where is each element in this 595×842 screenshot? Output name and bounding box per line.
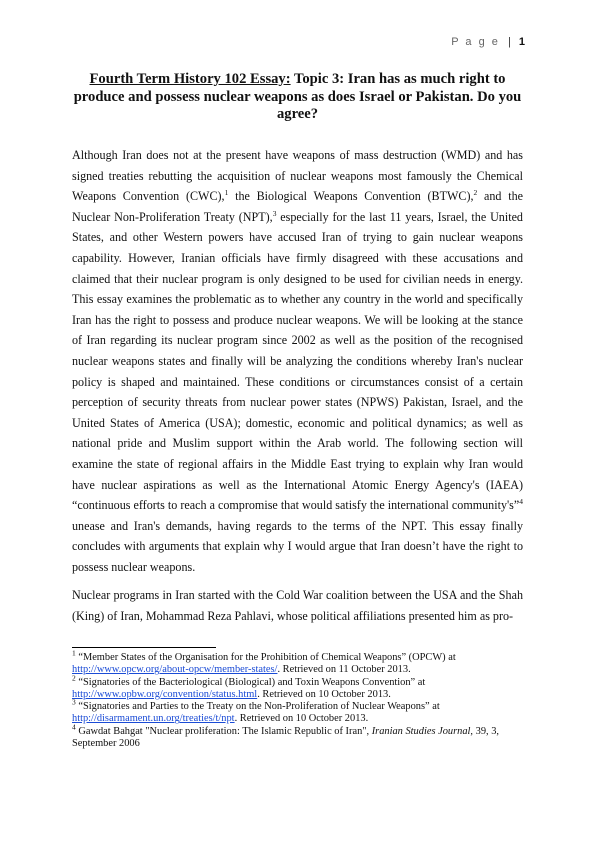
footnote-ref-4[interactable]: 4 bbox=[519, 497, 523, 507]
footnote-ref-3[interactable]: 3 bbox=[272, 208, 277, 218]
paragraph-text: Although Iran does not at the present have weapons of mass destruction (WMD) and has signed treaties rebutting the acquisition of nuclear weapons most famously the Chemical Weapons Convention (CWC), bbox=[72, 148, 523, 204]
footnote-text: “Signatories and Parties to the Treaty on the Non-Proliferation of Nuclear Weapons” at bbox=[75, 701, 440, 713]
footnote-text: . Retrieved on 11 October 2013. bbox=[277, 664, 411, 676]
footnote-text: , 39, 3, September 2006 bbox=[72, 725, 499, 750]
page-number: 1 bbox=[518, 36, 525, 48]
footnote-number: 4 bbox=[72, 722, 76, 732]
footnote-ref-2[interactable]: 2 bbox=[473, 188, 478, 198]
history-paragraph: Nuclear programs in Iran started with the Cold War coalition between the USA and the Shah (King) of Iran, Mohammad Reza Pahlavi, whose political affiliations presented him as pro- bbox=[72, 588, 523, 623]
footnote-3 bbox=[72, 697, 523, 726]
essay-title-course: Fourth Term History 102 Essay: bbox=[89, 71, 291, 87]
introduction-paragraph bbox=[72, 145, 523, 577]
journal-title: Iranian Studies Journal bbox=[371, 725, 471, 737]
footnote-text: “Member States of the Organisation for the Prohibition of Chemical Weapons” (OPCW) at bbox=[75, 652, 456, 663]
footnote-text: Gawdat Bahgat "Nuclear proliferation: The Islamic Republic of Iran", bbox=[75, 725, 372, 737]
paragraph-text: the Biological Weapons Convention (BTWC), bbox=[228, 189, 474, 204]
footnote-ref-1[interactable]: 1 bbox=[224, 188, 229, 198]
page-separator: | bbox=[507, 36, 511, 48]
paragraph-text: especially for the last 11 years, Israel, the United States, and other Western powers have accused Iran of trying to gain nuclear weapons capability. However, Iranian officials have firmly disagreed with these accusations and claimed that their nuclear program is only designed to be used for civilian needs in energy. This essay examines the problematic as to whether any country in the world and specifically Iran has the right to possess and produce nuclear weapons. We will be looking at the stance of Iran regarding its nuclear program since 2002 as well as the position of the recognised nuclear weapons states and finally will be analyzing the conditions whereby Iran's nuclear policy is shaped and maintained. These conditions or circumstances consist of a certain perception of security threats from nuclear power states (NPWS) Pakistan, Israel, and the United States of America (USA); domestic, economic and political dynamics; as well as national pride and Muslim support within the Arab world. The following section will examine the state of regional affairs in the Middle East trying to explain why Iran would have nuclear aspirations as well as the International Atomic Energy Agency's (IAEA) “continuous efforts to reach a compromise that would satisfy the international community's” bbox=[72, 209, 523, 513]
page-label: P a g e bbox=[451, 36, 500, 48]
essay-title bbox=[72, 71, 523, 124]
footnote-link[interactable]: http://www.opcw.org/about-opcw/member-states/ bbox=[72, 664, 278, 676]
footnote-number: 1 bbox=[72, 648, 76, 658]
footnote-number: 3 bbox=[72, 697, 76, 707]
footnote-text: “Signatories of the Bacteriological (Biological) and Toxin Weapons Convention” at bbox=[75, 676, 426, 688]
footnote-link[interactable]: http://disarmament.un.org/treaties/t/npt bbox=[72, 713, 235, 725]
footnote-text: . Retrieved on 10 October 2013. bbox=[257, 688, 391, 700]
footnote-link[interactable]: http://www.opbw.org/convention/status.html bbox=[72, 688, 258, 700]
footnote-4 bbox=[72, 722, 523, 751]
paragraph-text: and the Nuclear Non-Proliferation Treaty (NPT), bbox=[72, 189, 523, 224]
footnote-1 bbox=[72, 648, 523, 677]
footnotes bbox=[72, 648, 523, 750]
footnote-text: . Retrieved on 10 October 2013. bbox=[234, 713, 369, 725]
footnote-number: 2 bbox=[72, 673, 76, 683]
page-header bbox=[451, 36, 525, 48]
footnote-divider bbox=[72, 647, 216, 648]
essay-title-topic: Topic 3: Iran has as much right to produce and possess nuclear weapons as does Israel or Pakistan. Do you agree? bbox=[73, 71, 522, 122]
footnote-2 bbox=[72, 673, 523, 702]
paragraph-text: unease and Iran's demands, having regards to the terms of the NPT. This essay finally concludes with arguments that explain why I would argue that Iran doesn’t have the right to possess nuclear weapons. bbox=[72, 518, 523, 574]
